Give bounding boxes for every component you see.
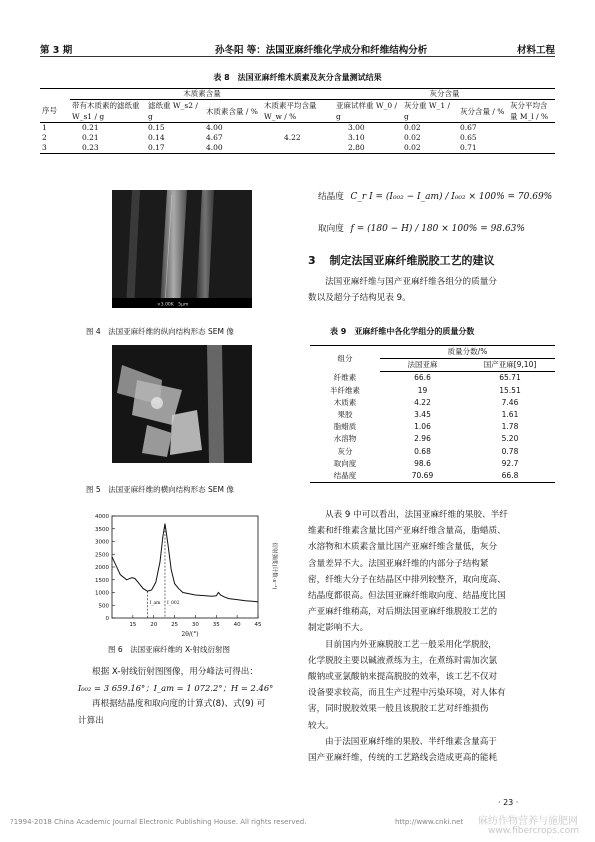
group-mass-fraction: 质量分数/% [380, 346, 555, 359]
table-row: 灰分 0.68 0.78 [337, 446, 519, 456]
table-row: 纤维素 66.6 65.71 [333, 373, 521, 383]
x-tick-label: 40 [233, 622, 241, 628]
figure4-caption: 图 4 法国亚麻纤维的纵向结构形态 SEM 像 [86, 327, 234, 336]
y-tick-label: 4000 [95, 514, 109, 520]
col-sample-mass: 亚麻试样重 W_0 / g [334, 100, 402, 123]
orientation-formula: 取向度 f = (180 − H) / 180 × 100% = 98.63% [318, 224, 525, 234]
i-002-label: I_002 [166, 601, 180, 606]
i-am-label: I_am [149, 601, 161, 606]
col-index: 序号 [40, 100, 70, 123]
col-ash-mass: 灰分重 W_1 / g [402, 100, 458, 123]
page-number: · 23 · [498, 798, 519, 807]
article-title: 孙冬阳 等：法国亚麻纤维化学成分和纤维结构分析 [215, 45, 428, 56]
xrd-plot-frame [112, 516, 258, 618]
table-row: 木质素 4.22 7.46 [333, 397, 519, 407]
xrd-chart-svg [78, 510, 278, 638]
y-tick-label: 0 [105, 616, 109, 622]
group-lignin: 木质素含量 [70, 89, 334, 100]
xrd-series-line [112, 524, 258, 602]
crystallinity-formula: 结晶度 C_r I = (I₀₀₂ − I_am) / I₀₀₂ × 100% = 70.69% [318, 192, 553, 202]
table-row: 2 0.21 0.14 4.67 4.22 3.10 0.02 0.65 [42, 133, 477, 142]
table-row: 取向度 98.6 92.7 [333, 458, 519, 468]
figure5-caption: 图 5 法国亚麻纤维的横向结构形态 SEM 像 [86, 485, 234, 494]
table-row: 半纤维素 19 15.51 [330, 385, 521, 395]
xrd-x-axis-label: 2θ/(°) [181, 631, 199, 638]
y-tick-label: 3500 [95, 526, 109, 533]
footer-copyright: ?1994-2018 China Academic Journal Electronic Publishing House. All rights reserved. [10, 818, 307, 826]
watermark-text: 麻纺作物营养与施肥网 [478, 816, 578, 827]
x-tick-label: 20 [150, 622, 158, 628]
group-ash: 灰分含量 [334, 89, 555, 100]
col-lignin-avg: 木质素平均含量 W_w / % [262, 100, 334, 123]
issue-number: 第 3 期 [40, 45, 73, 56]
table9-caption: 表 9 亚麻纤维中各化学组分的质量分数 [330, 327, 475, 336]
table-row: 1 0.21 0.15 4.00 3.00 0.02 0.67 [42, 123, 477, 132]
table-row: 结晶度 70.69 66.8 [310, 470, 555, 483]
table8-caption: 表 8 法国亚麻纤维木质素及灰分含量测试结果 [213, 73, 382, 82]
running-header [40, 40, 555, 57]
table9 [310, 345, 555, 483]
table-row: 水溶物 2.96 5.20 [333, 434, 519, 444]
footer-url: http://www.cnki.net [395, 818, 464, 826]
col-ash-avg: 灰分平均含量 M_l / % [508, 100, 555, 123]
y-tick-label: 2000 [95, 565, 109, 571]
sem-image-transverse [112, 345, 252, 463]
y-tick-label: 2500 [95, 552, 109, 559]
xrd-y-axis-label: 衍射强度(计数·s⁻¹) [271, 542, 277, 590]
table8 [40, 88, 555, 154]
y-tick-label: 500 [98, 603, 109, 610]
y-tick-label: 1000 [95, 590, 109, 597]
col-ash: 灰分含量 / % [458, 100, 508, 123]
y-tick-label: 3000 [95, 539, 109, 546]
x-tick-label: 45 [254, 622, 262, 628]
section-heading: 3 制定法国亚麻纤维脱胶工艺的建议 [308, 254, 495, 267]
sem-scale-bar-text: ×3.00K 5μm [157, 302, 189, 308]
col-lignin: 木质素含量 / % [204, 100, 262, 123]
xrd-chart [78, 510, 278, 638]
figure6-caption: 图 6 法国亚麻纤维的 X-射线衍射图 [108, 645, 231, 654]
watermark-url: www.fibercrops.com [488, 826, 579, 836]
journal-name: 材料工程 [516, 45, 555, 56]
col-paper: 滤纸重 W_s2 / g [146, 100, 204, 123]
table-row: 果胶 3.45 1.61 [337, 410, 519, 420]
right-paragraphs: 从表 9 中可以看出，法国亚麻纤维的果胶、半纤 维素和纤维素含量比国产亚麻纤维含量高，脂蜡质、 水溶物和木质素含量比国产亚麻纤维含量低，灰分 含量差异不大。法国亚麻纤维的内部分子结构紧 密，纤维大分子在结晶区中排列较整齐，取向度高、 结晶度都很高。但法国亚麻纤维取向度、结晶度比国 产亚麻纤维稍高，对后期法国亚麻纤维脱胶工艺的 制定影响不大。 目前国内外亚麻脱胶工艺一般采用化学脱胶， 化学脱胶主要以碱液煮练为主，在煮练时需加次氯 酸钠或亚氯酸钠来提高脱胶的效率，该工艺不仅对 设备要求较高，而且生产过程中污染环境，对人体有 害，同时脱胶效果一般且该脱胶工艺对纤维损伤 较大。 由于法国亚麻纤维的果胶、半纤维素含量高于 国产亚麻纤维，传统的工艺路线会造成更高的能耗 [308, 510, 508, 764]
col-french-flax: 法国亚麻 [380, 359, 465, 372]
y-tick-label: 1500 [95, 577, 109, 584]
col-component: 组分 [310, 346, 380, 372]
x-tick-label: 15 [129, 622, 137, 628]
x-tick-label: 25 [171, 622, 179, 628]
col-domestic-flax: 国产亚麻[9,10] [465, 359, 555, 372]
table-row: 3 0.23 0.17 4.00 2.80 0.02 0.71 [40, 143, 555, 154]
x-tick-label: 35 [212, 622, 220, 628]
section-intro: 法国亚麻纤维与国产亚麻纤维各组分的质量分 数以及超分子结构见表 9。 [308, 277, 497, 304]
x-tick-label: 30 [191, 622, 199, 628]
sem-image-longitudinal [112, 190, 252, 308]
col-paper-with-lignin: 带有木质素的滤纸重 W_s1 / g [70, 100, 146, 123]
table-row: 脂蜡质 1.06 1.78 [333, 422, 519, 432]
left-paragraph: 根据 X-射线衍射图图像，用分峰法可得出： I₀₀₂ = 3 659.16°；I_am = 1 072.2°；H = 2.46° 再根据结晶度和取向度的计算式(8)、式(9) 可 计算出 [78, 667, 274, 726]
sem-longitudinal-drawing [112, 190, 252, 308]
sem-transverse-drawing [112, 345, 252, 463]
